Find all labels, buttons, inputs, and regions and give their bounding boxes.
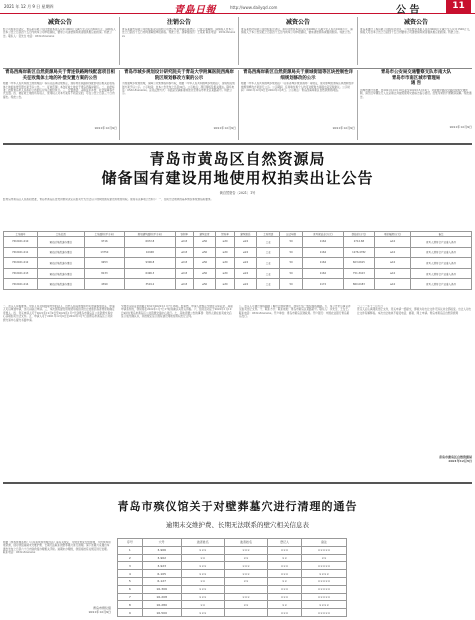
table-cell: ××× [268,609,302,617]
table-cell: 黄岛区某街道办事处 [37,247,84,258]
table-cell: ≥30 [216,247,234,258]
column-header: 土地面积(平方米) [84,232,125,237]
table-cell: ≤24 [234,237,257,248]
land-auction-notice [3,146,472,481]
divider [357,70,358,140]
table-cell [224,609,267,617]
land-table-body [4,237,472,290]
column-header: 起始价(万元) [343,232,374,237]
table-cell: ≥30 [216,237,234,248]
divider [238,70,239,140]
table-cell: ×× [224,554,267,562]
divider [238,17,239,65]
tomb-notice-subtitle: 逾期未交维护费、长期无法联系的壁穴相关信息表 [166,521,309,529]
table-cell: ×× [181,554,224,562]
table-cell: 50 [280,237,303,248]
issue-date: 2021 年 12 月 9 日 星期四 [4,4,54,9]
table-cell: 6496.3 [125,268,175,279]
table-cell: HD2021-012 [4,258,38,269]
table-cell: 16-280 [142,601,181,609]
table-row [118,609,347,617]
middle-notices [3,70,472,142]
main-intro: 经青岛市黄岛区人民政府批准，青岛市黄岛区自然资源局决定以拍卖方式出让以下地块的国有建设用地使用权。现将有关事项公告如下：一、拍卖出让地块的基本情况和规划指标要求。 [3,198,214,201]
page-number: 11 [446,0,471,13]
column-header: 出让年限 [280,232,303,237]
table-cell: ×× [268,554,302,562]
divider [357,17,358,65]
notice-title: 青岛西海岸新区自然资源局关于青连铁路跨线配套项目相关征收集体土地的补偿安置方案的公告 [5,70,115,81]
notice-body: 根据《中华人民共和国土地管理法》等有关法律法规规定，现将青连铁路跨线配套项目相关征收集体土地的补偿安置方案予以公告。一、征收范围：本次征收土地位于青岛西海岸新区。二、补偿标准：按照青岛市人民政府公布的区片综合地价执行。三、安置途径：采取货币补偿、社会保障等方式安置。四、被征收土地的所有权人、使用权人对本方案有不同意见的，可在公告之日起三十日内提出。特此公告。 [3,82,115,99]
table-cell: 9953 [84,258,125,269]
table-cell: ≤0.8 [175,237,193,248]
table-row [4,247,472,258]
table-cell: ××××× [302,593,347,601]
table-cell [224,585,267,593]
notice-title: 减资公告 [47,19,72,26]
table-cell: ××× [224,546,267,554]
table-cell: 6972.8 [125,237,175,248]
tomb-table-wrap [117,538,347,617]
table-cell: ××× [268,585,302,593]
column-header: 竞买保证金(万元) [303,232,344,237]
table-cell: 工业 [257,258,280,269]
table-cell: 1 [118,546,143,554]
land-parcel-table-wrap [3,231,472,290]
table-cell: 黄岛区某街道办事处 [37,258,84,269]
table-cell: 竞买人须符合产业准入条件 [411,268,472,279]
table-cell: ××× [181,570,224,578]
table-cell: 1276.4782 [343,247,374,258]
column-header: 土地用途 [257,232,280,237]
table-cell: HD2021-011 [4,247,38,258]
table-row [118,546,347,554]
column-header: 建筑限高 [234,232,257,237]
divider [3,143,472,145]
table-cell: ≤0.8 [175,258,193,269]
body-column-1: 二、竞买人资格要求。中华人民共和国境内外的法人、自然人和其他组织均可申请参加竞买，申请人可以单独申请，也可以联合申请。三、本次国有建设用地使用权拍卖出让按照价高者得原则确定竞得人。四、竞买申请人可于2021年12月9日至2022年1月7日到青岛市黄岛区公共资源交易中心获取拍卖出让文件。五、申请人可于2021年12月9日至2022年1月7日到青岛市黄岛区公共资源交易中心提交书面申请。 [3,305,115,322]
table-row [4,279,472,290]
notice-body-columns [3,305,472,475]
notice-signature: 2021年12月9日 [449,124,472,129]
newspaper-logo: 青島日報 [174,5,216,16]
notice-traffic [360,70,472,129]
table-cell: ≤0.8 [175,247,193,258]
column-header: 土地位置 [37,232,84,237]
column-header: 增价幅度(万元) [375,232,411,237]
notice-signature: 2021年12月9日 [94,126,117,131]
table-cell: 6 [118,585,143,593]
table-cell: ××× [268,546,302,554]
table-cell: ××× [268,593,302,601]
table-row [118,593,347,601]
table-cell: ××× [224,562,267,570]
table-cell: ××× [224,593,267,601]
main-title-line-1: 青岛市黄岛区自然资源局 [149,150,326,168]
notice-title: 青岛市城乡规划设计研究院关于青岛大学附属医院西海岸院区规划修改方案的公示 [124,70,234,81]
notice-1 [3,17,117,66]
table-cell: ≤24 [234,268,257,279]
section-title: 公 告 [396,5,420,16]
tomb-table [117,538,347,617]
table-cell: 黄岛区某街道办事处 [37,268,84,279]
notice-title: 青岛市公安局交通警察支队市南大队 青岛市市南区城市管理局 通 告 [380,70,452,87]
table-cell: ≤24 [234,258,257,269]
table-cell: ≤50 [193,247,216,258]
table-cell: 50 [280,268,303,279]
column-header: 备注 [302,539,347,547]
column-header: 穴号 [142,539,181,547]
table-cell: ≥10 [375,268,411,279]
table-cell: 4 [118,570,143,578]
table-cell: ≥30 [216,268,234,279]
table-cell: ≥10 [375,279,411,290]
table-cell: 竞买人须符合产业准入条件 [411,237,472,248]
land-parcel-table [3,231,472,290]
table-cell: 3-906 [142,546,181,554]
table-cell: 竞买人须符合产业准入条件 [411,258,472,269]
table-row [118,585,347,593]
notice-body: 青岛某科技有限公司经股东会决议，拟将注册资本由人民币2000万元减少至人民币1000万元，请债权人于本公告见报之日起四十五日内向本公司申报债权，要求清偿债务或提供担保。特此公告。 [241,28,353,35]
divider [3,68,472,69]
column-header: 逝者姓名 [181,539,224,547]
body-column-3: 八、竞买人可通过现场踏勘了解出让地块情况，我局不统一组织现场踏勘。九、本公告未尽事宜详见拍卖出让文件。十、联系方式：联系地址：青岛市黄岛区某路某号。联系人：李先生、王女士。联系电话：0532-8xxxxxxx。开户单位：青岛市黄岛区财政局。开户银行：中国农业银行青岛黄岛支行。 [239,305,351,319]
notice-body: 为加强城乡规划管理，保障公众知情权和参与权，根据《中华人民共和国城乡规划法》，现将相关规划方案予以公示。公示时间：自本公告发布之日起30日。公示地点：项目现场及相关网站。联系电话：0532-8xxxxxxx。意见反馈方式：书面意见请邮寄或送达至青岛市市北区某路某号。特此公示。 [122,82,235,96]
table-cell: ××× [181,546,224,554]
table-cell: ×× [224,601,267,609]
table-cell: ××× [181,593,224,601]
tomb-notice-text: 根据《殡葬管理条例》《山东省殡葬管理办法》等有关规定，为规范骨灰安放管理，节约殡葬用地资源，现对我馆逾期未交维护费、长期无法联系的壁葬墓穴进行清理。请下述墓穴家属自本通告发布之日起六十日内到我馆办理相关手续。逾期未办理的，我馆将按有关规定进行处理。联系电话：0532-8xxxxxxx [3,541,111,555]
tomb-cleanup-notice [3,486,472,618]
table-cell: 1164 [303,237,344,248]
table-cell: 6-127 [142,577,181,585]
table-cell: ×× [268,577,302,585]
main-subtitle: 黄自然资告〔2021〕1号 [219,191,256,195]
main-title-line-2: 储备国有建设用地使用权拍卖出让公告 [101,169,374,187]
table-cell: 16-306 [142,585,181,593]
table-row [118,554,347,562]
notice-2 [122,17,236,66]
table-cell: 黄岛区某街道办事处 [37,237,84,248]
table-cell: 9 [118,609,143,617]
table-cell: 7 [118,593,143,601]
notice-body: 因城市建设需要，自2021年12月10日起至2022年3月10日，对香港中路部分路段实施交通管制，请过往车辆及行人注意避让并按照现场交通标志指示通行。给您带来的不便敬请谅解。特此通告。 [360,88,472,99]
table-cell: HD2021-014 [4,279,38,290]
table-cell: 6-105 [142,570,181,578]
notice-4 [360,17,472,66]
main-signature: 青岛市黄岛区自然资源局 2021年12月9日 [438,455,472,463]
table-cell: 3 [118,562,143,570]
table-cell: ××× [181,609,224,617]
table-cell: ×× [224,577,267,585]
notice-title: 青岛西海岸新区自然资源局关于康城街道等区块控制性详细规划修改的公示 [243,70,353,81]
table-cell: 8133 [84,268,125,279]
table-row [4,268,472,279]
notice-regulatory-plan [241,70,355,130]
table-cell: ≤50 [193,258,216,269]
table-cell: 50 [280,279,303,290]
table-cell: HD2021-010 [4,237,38,248]
table-cell: 工业 [257,268,280,279]
table-cell: ××××× [302,585,347,593]
table-cell: ××××× [302,609,347,617]
table-cell: 3-923 [142,562,181,570]
table-cell: ≥10 [375,237,411,248]
table-cell: ××××× [302,577,347,585]
table-cell: ≤24 [234,279,257,290]
notice-signature: 2021年12月9日 [213,126,236,131]
table-cell: HD2021-013 [4,268,38,279]
table-cell: 751.3103 [343,268,374,279]
column-header: 土地编号 [4,232,38,237]
table-cell: ×× [302,554,347,562]
table-cell: 2712.68 [343,237,374,248]
table-cell: 50 [280,247,303,258]
column-header: 逝者姓名 [224,539,267,547]
table-cell: 1162 [303,268,344,279]
divider [3,482,472,484]
table-cell: 1172 [303,279,344,290]
table-cell: ≤50 [193,268,216,279]
notice-title: 减资公告 [403,19,428,26]
table-cell: ≤0.8 [175,279,193,290]
table-cell: 50 [280,258,303,269]
column-header: 序号 [118,539,143,547]
table-cell: 工业 [257,237,280,248]
column-header: 规划建筑面积(平方米) [125,232,175,237]
table-row [4,237,472,248]
notice-title: 注销公告 [166,19,191,26]
notice-3 [241,17,355,66]
table-cell: 10948 [125,247,175,258]
tomb-table-body [118,546,347,616]
page-header [0,0,475,14]
table-cell: 3519.2 [125,279,175,290]
divider [119,70,120,140]
column-header: 登记人 [268,539,302,547]
tomb-notice-title: 青岛市殡仪馆关于对壁葬墓穴进行清理的通告 [117,500,358,513]
table-cell: 16-500 [142,609,181,617]
table-row [118,601,347,609]
table-header-row [118,539,347,547]
divider [119,17,120,65]
table-cell: 竞买人须符合产业准入条件 [411,279,472,290]
table-cell: 16-208 [142,593,181,601]
table-row [118,562,347,570]
table-cell: 13750 [84,247,125,258]
table-cell: 8 [118,601,143,609]
table-cell: 3-902 [142,554,181,562]
table-cell: ≤50 [193,237,216,248]
table-cell: 工业 [257,247,280,258]
notice-body: 青岛某商贸有限公司经股东决定拟向公司登记机关申请注销登记，已成立清算组，请债权人自本公告之日起四十五日内向清算组申报债权。特此公告。清算组成员：王某某 联系电话：0532-8xxxxxxx [122,28,236,38]
site-url[interactable]: http://www.dailyqd.com [230,5,278,10]
notice-title: 减资公告 [285,19,310,26]
table-cell: ≤0.8 [175,268,193,279]
table-cell: ××× [268,562,302,570]
table-cell: ≥30 [216,279,234,290]
table-cell: ×× [181,601,224,609]
table-cell: 603.0615 [343,258,374,269]
notice-body: 根据《中华人民共和国城乡规划法》《山东省城乡规划条例》等规定，现对康城街道等区块控制性详细规划修改方案进行公示。公示期间，任何单位和个人均可对规划方案提出意见和建议。公示时间：2021年12月9日至2022年1月8日。公示地点：青岛西海岸新区自然资源局网站。 [241,82,354,92]
column-header: 备注 [411,232,472,237]
notice-body: 经公司股东会决议，青岛某有限公司注册资本由人民币1000万元减少至人民币500万元，请债权人自本公告之日起四十五日内向本公司申报债权，要求公司清偿债务或者提供相应的担保。特此公告。联系人：张先生 电话：0532-8xxxxxxx [3,28,116,38]
table-cell: ×× [268,601,302,609]
column-header: 容积率 [175,232,193,237]
table-cell: 4399 [84,279,125,290]
table-cell: ××× [268,570,302,578]
table-cell: ××××× [302,562,347,570]
table-cell: ×××× [302,570,347,578]
column-header: 建筑密度 [193,232,216,237]
table-cell: 工业 [257,279,280,290]
table-cell: ××× [181,585,224,593]
notice-expropriation [3,70,117,130]
table-cell: 9716 [84,237,125,248]
table-cell: 5 [118,577,143,585]
body-column-4 [357,305,472,470]
table-cell: ××× [181,562,224,570]
notice-body: 青岛某建设工程有限公司股东会决议，公司注册资本由人民币3000万元减少至人民币1500万元，债权人可自本公告之日起四十五日内要求公司清偿债务或者提供相应的担保。特此公告。 [360,28,472,35]
table-cell: ××× [224,570,267,578]
table-row [118,570,347,578]
column-header: 绿地率 [216,232,234,237]
table-row [118,577,347,585]
notice-planning [122,70,236,130]
table-cell: 黄岛区某街道办事处 [37,279,84,290]
table-cell: 1164 [303,258,344,269]
body-column-text: 二〇二一年十二月九日 竞买人应认真阅读出让文件，竞买申请一经提交，即视为对出让文件无异议并全部接受。出让人对出让文件有解释权。本次出让地块不接受电话、邮寄、网上申请。青岛市黄岛区自然资源局 [357,305,472,315]
table-row [4,258,472,269]
table-cell: 竞买人须符合产业准入条件 [411,247,472,258]
table-cell: 1164 [303,247,344,258]
tomb-notice-signature: 青岛市殡仪馆 2021年12月9日 [88,606,111,614]
table-cell: 9306.8 [125,258,175,269]
table-cell: ≥10 [375,258,411,269]
table-cell: ≤50 [193,279,216,290]
table-cell: ×× [181,577,224,585]
table-cell: ××××× [302,546,347,554]
body-column-2: 交纳竞买保证金的截止时间为2022年1月7日16时。经审核，申请人按规定交纳竞买保证金，具备申请条件的，我局将在2022年1月7日17时前确认其竞买资格。六、拍卖活动定于2022年1月10日9时在青岛市黄岛区公共资源交易中心进行。七、其他需要公告的事项：竞得人须在拍卖成交后签订成交确认书，并按规定签订国有建设用地使用权出让合同。 [121,305,233,319]
notice-signature: 2021年12月9日 [332,126,355,131]
table-cell: ×××× [302,601,347,609]
table-cell: ≤24 [234,247,257,258]
table-cell: ≥10 [375,247,411,258]
table-cell: 860.0183 [343,279,374,290]
top-notices [3,17,472,67]
table-cell: ≥30 [216,258,234,269]
table-cell: 2 [118,554,143,562]
